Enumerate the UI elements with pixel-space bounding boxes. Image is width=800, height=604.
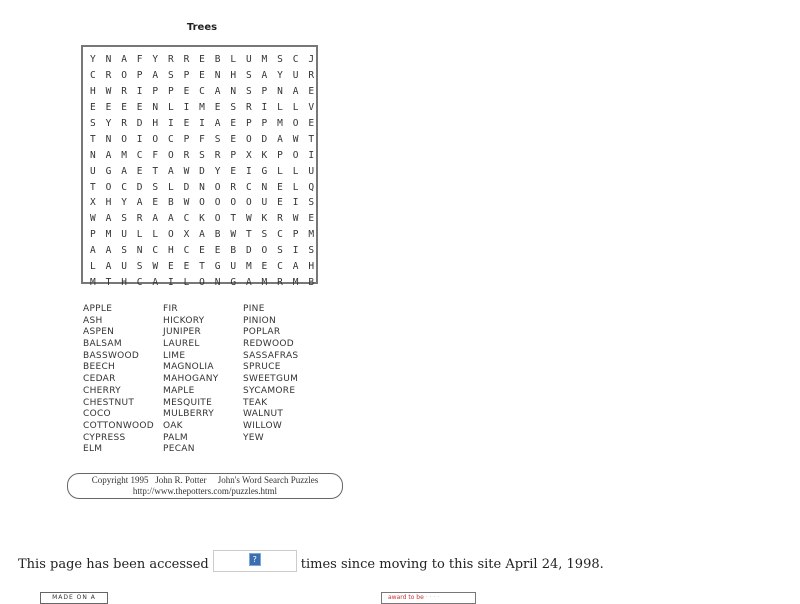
grid-cell: S [136,261,143,273]
grid-cell: D [183,181,190,193]
grid-cell: S [90,118,96,129]
grid-cell: Y [152,54,159,66]
grid-cell: N [105,133,112,145]
word-list [83,304,323,456]
grid-cell: D [245,245,252,257]
grid-cell: M [308,229,315,241]
grid-cell: R [183,54,190,66]
grid-cell: P [245,118,252,129]
grid-cell: E [136,102,143,114]
word-list-item: ASH [83,315,103,326]
grid-cell: S [230,102,237,114]
grid-cell: V [308,102,315,114]
grid-cell: N [136,245,143,257]
grid-cell: E [105,102,112,114]
grid-cell: P [167,86,174,98]
grid-cell: T [105,276,112,288]
award-badge-label: award to be [388,594,424,601]
grid-cell: U [90,165,96,177]
grid-cell: C [121,181,127,193]
grid-cell: M [90,276,96,288]
award-badge-faint-text: · · · · [425,594,440,601]
grid-cell: E [277,197,283,209]
grid-cell: O [121,70,127,82]
grid-cell: C [245,181,252,193]
grid-cell: O [292,149,299,161]
word-list-item: SPRUCE [243,362,281,373]
word-list-item: COTTONWOOD [83,420,155,431]
grid-cell: P [261,86,268,98]
grid-cell: S [199,149,205,161]
grid-cell: R [277,276,283,288]
grid-cell: E [136,165,143,177]
grid-cell: C [90,70,96,82]
grid-cell: X [90,197,96,209]
grid-cell: E [261,261,268,273]
grid-cell: E [183,118,190,129]
grid-cell: G [230,276,237,288]
word-list-item: JUNIPER [163,327,202,338]
grid-cell: N [277,86,283,98]
grid-cell: O [152,133,159,145]
grid-cell: M [277,118,283,129]
word-list-item: PECAN [163,444,195,455]
grid-cell: A [167,165,174,177]
grid-cell: O [105,181,112,193]
grid-cell: E [214,102,221,114]
access-suffix: times since moving to this site April 24, 1998. [300,556,604,572]
made-on-a-badge[interactable]: MADE ON A [40,592,108,604]
grid-cell: Q [308,181,315,193]
grid-cell: N [214,276,221,288]
grid-cell: R [121,118,127,129]
word-list-item: POPLAR [243,327,281,338]
grid-cell: I [261,102,268,114]
grid-cell: N [199,181,205,193]
grid-cell: A [105,261,112,273]
grid-cell: B [167,197,174,209]
grid-cell: M [292,276,299,288]
grid-cell: L [183,276,190,288]
grid-row [90,274,324,290]
grid-cell: C [183,213,190,225]
grid-cell: R [245,102,252,114]
grid-cell: U [308,165,315,177]
grid-cell: B [230,245,237,257]
grid-cell: I [308,149,315,161]
grid-cell: R [136,213,143,225]
grid-cell: T [199,261,205,273]
grid-cell: W [183,197,190,209]
word-list-item: ELM [83,444,103,455]
grid-row [90,68,324,84]
grid-cell: C [199,86,205,98]
grid-cell: E [230,133,237,145]
grid-cell: U [230,261,237,273]
grid-cell: E [152,197,159,209]
grid-row [90,259,324,275]
word-list-item: BASSWOOD [83,350,140,361]
grid-cell: S [308,197,315,209]
grid-row [90,211,324,227]
word-list-item: MULBERRY [163,409,215,420]
grid-cell: K [199,213,205,225]
grid-cell: C [167,133,174,145]
grid-cell: E [199,70,205,82]
grid-cell: M [105,229,112,241]
word-list-item: CHESTNUT [83,397,135,408]
grid-cell: U [261,197,268,209]
grid-cell: H [152,118,159,129]
grid-cell: G [214,261,221,273]
word-list-item: WILLOW [243,420,283,431]
grid-row [90,131,324,147]
grid-cell: R [167,54,174,66]
grid-cell: H [105,197,112,209]
grid-row [90,84,324,100]
grid-cell: A [245,276,252,288]
word-list-item: BALSAM [83,339,122,350]
grid-cell: K [261,149,268,161]
grid-cell: W [105,86,112,98]
grid-cell: O [245,133,252,145]
word-list-item: SWEETGUM [243,374,299,385]
grid-cell: A [121,54,127,66]
grid-cell: F [152,149,159,161]
grid-cell: I [167,276,174,288]
grid-cell: H [230,70,237,82]
grid-cell: C [152,245,159,257]
grid-row [90,227,324,243]
grid-cell: A [105,245,112,257]
grid-cell: E [183,86,190,98]
grid-cell: G [261,165,268,177]
grid-cell: P [277,149,283,161]
grid-cell: E [308,86,315,98]
grid-cell: I [292,245,299,257]
grid-cell: U [121,261,127,273]
grid-row [90,163,324,179]
grid-cell: E [230,118,237,129]
word-list-item: OAK [163,420,183,431]
grid-cell: W [292,213,299,225]
grid-cell: O [214,197,221,209]
grid-row [90,243,324,259]
grid-cell: T [308,133,315,145]
grid-cell: S [167,70,174,82]
grid-cell: C [277,229,283,241]
grid-cell: I [136,86,143,98]
grid-cell: B [308,276,315,288]
grid-row [90,52,324,68]
word-list-item: COCO [83,409,111,420]
word-list-item: MAHOGANY [163,374,219,385]
grid-cell: R [277,213,283,225]
grid-cell: T [90,181,96,193]
grid-cell: M [245,261,252,273]
word-list-item: MESQUITE [163,397,213,408]
grid-cell: A [167,213,174,225]
grid-cell: S [261,229,268,241]
grid-cell: Y [90,54,96,66]
access-prefix: This page has been accessed [18,556,209,572]
grid-cell: O [199,276,205,288]
word-column [83,304,163,456]
grid-cell: O [199,197,205,209]
grid-cell: N [261,181,268,193]
grid-cell: E [308,213,315,225]
word-list-item: WALNUT [243,409,284,420]
grid-cell: B [214,229,221,241]
word-list-item: YEW [243,432,264,443]
grid-cell: H [167,245,174,257]
grid-cell: E [90,102,96,114]
grid-cell: N [152,102,159,114]
word-list-item: CEDAR [83,374,116,385]
grid-row [90,116,324,132]
grid-cell: O [245,197,252,209]
grid-cell: P [261,118,268,129]
grid-cell: L [292,102,299,114]
grid-cell: O [230,197,237,209]
grid-cell: E [199,54,205,66]
grid-cell: R [308,70,315,82]
word-list-item: CHERRY [83,385,121,396]
grid-cell: C [277,261,283,273]
grid-cell: T [245,229,252,241]
grid-cell: H [308,261,315,273]
word-list-item: PALM [163,432,188,443]
grid-cell: D [261,133,268,145]
grid-cell: P [136,70,143,82]
grid-cell: I [199,118,205,129]
grid-cell: U [121,229,127,241]
grid-cell: A [292,86,299,98]
grid-cell: L [136,229,143,241]
grid-cell: P [230,149,237,161]
grid-cell: L [292,181,299,193]
word-list-item: REDWOOD [243,339,294,350]
grid-cell: A [136,197,143,209]
grid-cell: A [214,118,221,129]
grid-cell: W [230,229,237,241]
grid-cell: A [214,86,221,98]
grid-cell: E [121,102,127,114]
grid-cell: A [152,213,159,225]
grid-cell: L [152,229,159,241]
grid-cell: R [214,149,221,161]
grid-cell: A [90,245,96,257]
grid-cell: E [183,261,190,273]
grid-cell: I [183,102,190,114]
award-badge[interactable] [381,592,476,604]
grid-cell: G [105,165,112,177]
grid-cell: T [90,133,96,145]
grid-cell: S [245,70,252,82]
word-list-item: FIR [163,304,178,314]
access-counter-line [18,553,604,575]
grid-row [90,195,324,211]
grid-cell: O [214,181,221,193]
word-list-item: LAUREL [163,339,200,350]
grid-cell: A [121,165,127,177]
word-list-item: HICKORY [163,315,205,326]
grid-cell: P [183,70,190,82]
grid-cell: A [105,213,112,225]
grid-cell: S [308,245,315,257]
grid-cell: D [136,118,143,129]
grid-cell: E [199,245,205,257]
grid-row [90,147,324,163]
grid-cell: O [214,213,221,225]
grid-cell: N [214,70,221,82]
grid-cell: B [214,54,221,66]
grid-cell: P [152,86,159,98]
word-list-item: PINE [243,304,265,314]
word-column [243,304,323,456]
grid-cell: E [230,165,237,177]
word-list-item: PINION [243,315,277,326]
grid-cell: N [105,54,112,66]
grid-cell: W [183,165,190,177]
grid-cell: L [230,54,237,66]
grid-cell: O [121,133,127,145]
grid-cell: C [136,276,143,288]
word-list-item: MAGNOLIA [163,362,214,373]
grid-cell: C [183,245,190,257]
grid-cell: A [152,276,159,288]
copyright-text: Copyright 1995 John R. Potter John's Word Search Puzzles [91,475,319,485]
hit-counter-image [213,550,297,572]
word-search-grid [81,45,318,288]
grid-cell: M [121,149,127,161]
grid-cell: U [292,70,299,82]
grid-cell: A [277,133,283,145]
grid-cell: H [90,86,96,98]
grid-cell: P [292,229,299,241]
grid-cell: L [167,102,174,114]
grid-cell: W [245,213,252,225]
grid-cell: U [245,54,252,66]
grid-cell: A [152,70,159,82]
grid-cell: A [261,70,268,82]
grid-cell: L [277,165,283,177]
grid-cell: S [214,133,221,145]
word-list-item: CYPRESS [83,432,126,443]
grid-cell: I [167,118,174,129]
grid-cell: D [136,181,143,193]
grid-cell: Y [105,118,112,129]
grid-cell: X [245,149,252,161]
grid-cell: I [292,197,299,209]
grid-cell: S [152,181,159,193]
word-list-item: MAPLE [163,385,195,396]
word-list-item: BEECH [83,362,116,373]
grid-cell: X [183,229,190,241]
broken-image-icon: ? [249,553,261,566]
grid-cell: L [277,102,283,114]
grid-cell: R [105,70,112,82]
word-list-item: ASPEN [83,327,115,338]
word-column [163,304,243,456]
grid-cell: S [277,54,283,66]
grid-cell: W [90,213,96,225]
word-list-item: SASSAFRAS [243,350,299,361]
grid-cell: E [277,181,283,193]
grid-cell: N [230,86,237,98]
grid-cell: A [292,261,299,273]
grid-cell: M [199,102,205,114]
grid-cell: W [152,261,159,273]
word-list-item: TEAK [243,397,268,408]
grid-cell: Y [214,165,221,177]
grid-cell: O [167,149,174,161]
grid-row [90,179,324,195]
grid-cell: C [292,54,299,66]
grid-cell: L [292,165,299,177]
grid-cell: F [199,133,205,145]
grid-cell: L [90,261,96,273]
grid-cell: E [214,245,221,257]
grid-cell: P [183,133,190,145]
grid-cell: I [136,133,143,145]
word-list-item: SYCAMORE [243,385,296,396]
copyright-box [67,473,343,499]
grid-cell: M [261,276,268,288]
grid-cell: J [308,54,315,66]
grid-cell: Y [277,70,283,82]
grid-cell: O [167,229,174,241]
grid-cell: A [199,229,205,241]
copyright-url[interactable]: http://www.thepotters.com/puzzles.html [132,486,278,496]
grid-cell: O [261,245,268,257]
grid-cell: R [230,181,237,193]
grid-cell: P [90,229,96,241]
grid-cell: S [121,213,127,225]
grid-cell: E [167,261,174,273]
grid-cell: Y [121,197,127,209]
grid-cell: R [121,86,127,98]
grid-cell: R [183,149,190,161]
grid-cell: S [121,245,127,257]
grid-cell: S [277,245,283,257]
grid-cell: N [90,149,96,161]
grid-cell: I [245,165,252,177]
grid-cell: A [105,149,112,161]
grid-cell: O [292,118,299,129]
grid-cell: C [136,149,143,161]
grid-cell: M [261,54,268,66]
word-list-item: LIME [163,350,186,361]
grid-cell: S [245,86,252,98]
grid-cell: H [121,276,127,288]
word-list-item: APPLE [83,304,113,314]
grid-cell: T [152,165,159,177]
grid-letters [90,52,324,290]
puzzle-title: Trees [186,22,218,33]
grid-cell: W [292,133,299,145]
grid-cell: T [230,213,237,225]
grid-cell: D [199,165,205,177]
grid-cell: E [308,118,315,129]
grid-cell: F [136,54,143,66]
grid-row [90,100,324,116]
grid-cell: K [261,213,268,225]
grid-cell: L [167,181,174,193]
